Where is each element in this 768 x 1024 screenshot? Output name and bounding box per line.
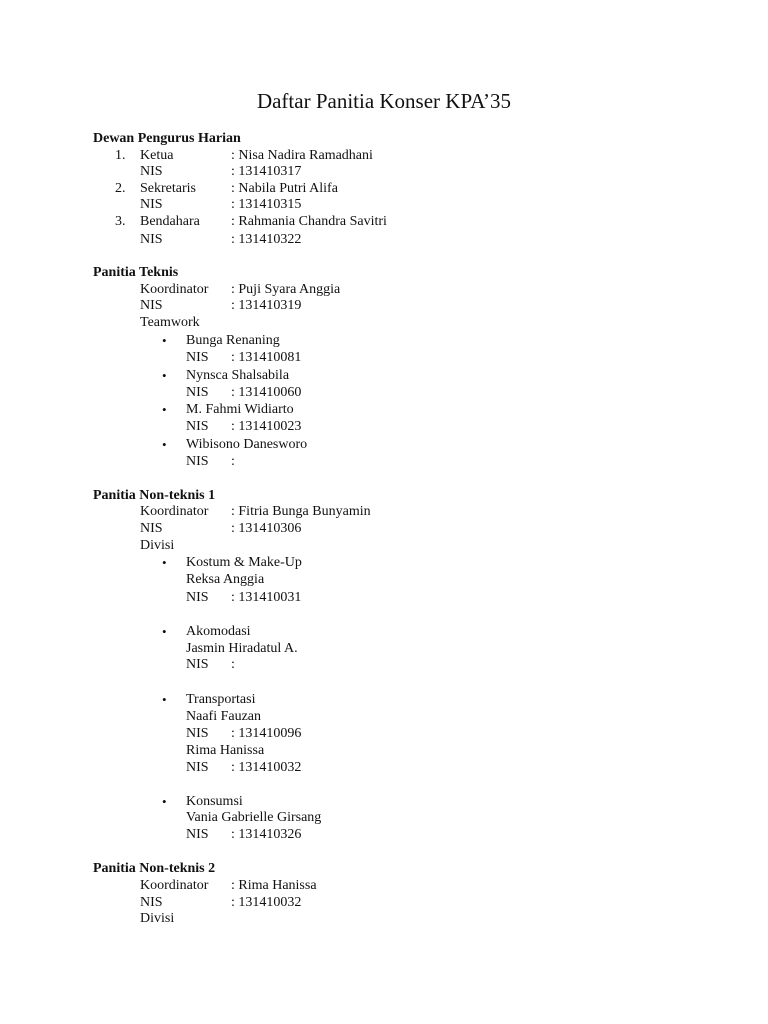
member-name: Rima Hanissa	[186, 743, 265, 758]
koordinator-label: Koordinator	[140, 282, 209, 297]
division-name: Transportasi	[186, 692, 256, 707]
member-name: Vania Gabrielle Girsang	[186, 810, 322, 825]
koordinator-name: : Puji Syara Anggia	[231, 282, 341, 297]
bullet-icon: •	[162, 402, 167, 417]
role-name: : Rahmania Chandra Savitri	[231, 214, 387, 229]
nis-label: NIS	[186, 657, 209, 672]
nis-value: : 131410031	[231, 590, 302, 605]
bullet-icon: •	[162, 692, 167, 707]
document-title: Daftar Panitia Konser KPA’35	[256, 89, 512, 113]
member-name: Wibisono Danesworo	[186, 437, 308, 452]
divisi-label: Divisi	[140, 538, 175, 553]
koordinator-name: : Fitria Bunga Bunyamin	[231, 504, 371, 519]
nis-label: NIS	[140, 164, 163, 179]
bullet-icon: •	[162, 333, 167, 348]
role-label: Sekretaris	[140, 181, 196, 196]
member-name: Jasmin Hiradatul A.	[186, 641, 298, 656]
nis-value: :	[231, 657, 235, 672]
koordinator-label: Koordinator	[140, 878, 209, 893]
nis-value: : 131410319	[231, 298, 302, 313]
nis-value: : 131410032	[231, 760, 302, 775]
bullet-icon: •	[162, 794, 167, 809]
nis-value: : 131410023	[231, 419, 302, 434]
division-name: Kostum & Make-Up	[186, 555, 302, 570]
nis-value: : 131410096	[231, 726, 302, 741]
nis-label: NIS	[186, 827, 209, 842]
nis-value: : 131410326	[231, 827, 302, 842]
section-heading-nonteknis-2: Panitia Non-teknis 2	[93, 861, 216, 876]
nis-label: NIS	[186, 419, 209, 434]
nis-label: NIS	[140, 298, 163, 313]
nis-label: NIS	[186, 454, 209, 469]
member-name: M. Fahmi Widiarto	[186, 402, 294, 417]
nis-label: NIS	[186, 726, 209, 741]
role-name: : Nisa Nadira Ramadhani	[231, 148, 373, 163]
nis-value: : 131410315	[231, 197, 302, 212]
role-label: Bendahara	[140, 214, 200, 229]
nis-value: : 131410060	[231, 385, 302, 400]
bullet-icon: •	[162, 368, 167, 383]
role-label: Ketua	[140, 148, 174, 163]
nis-label: NIS	[186, 350, 209, 365]
nis-value: : 131410317	[231, 164, 302, 179]
member-name: Nynsca Shalsabila	[186, 368, 290, 383]
member-name: Reksa Anggia	[186, 572, 265, 587]
nis-label: NIS	[140, 232, 163, 247]
bullet-icon: •	[162, 624, 167, 639]
nis-label: NIS	[186, 590, 209, 605]
divisi-label: Divisi	[140, 911, 175, 926]
teamwork-label: Teamwork	[140, 315, 200, 330]
section-heading-dph: Dewan Pengurus Harian	[93, 131, 241, 146]
nis-value: :	[231, 454, 235, 469]
role-name: : Nabila Putri Alifa	[231, 181, 338, 196]
list-number: 2.	[115, 181, 126, 196]
koordinator-label: Koordinator	[140, 504, 209, 519]
list-number: 1.	[115, 148, 126, 163]
nis-value: : 131410032	[231, 895, 302, 910]
bullet-icon: •	[162, 555, 167, 570]
nis-value: : 131410322	[231, 232, 302, 247]
nis-value: : 131410081	[231, 350, 302, 365]
nis-label: NIS	[186, 760, 209, 775]
section-heading-teknis: Panitia Teknis	[93, 265, 179, 280]
division-name: Akomodasi	[186, 624, 251, 639]
list-number: 3.	[115, 214, 126, 229]
nis-label: NIS	[140, 521, 163, 536]
division-name: Konsumsi	[186, 794, 243, 809]
nis-label: NIS	[186, 385, 209, 400]
nis-value: : 131410306	[231, 521, 302, 536]
section-heading-nonteknis-1: Panitia Non-teknis 1	[93, 488, 216, 503]
member-name: Naafi Fauzan	[186, 709, 262, 724]
koordinator-name: : Rima Hanissa	[231, 878, 317, 893]
nis-label: NIS	[140, 197, 163, 212]
nis-label: NIS	[140, 895, 163, 910]
bullet-icon: •	[162, 437, 167, 452]
member-name: Bunga Renaning	[186, 333, 280, 348]
